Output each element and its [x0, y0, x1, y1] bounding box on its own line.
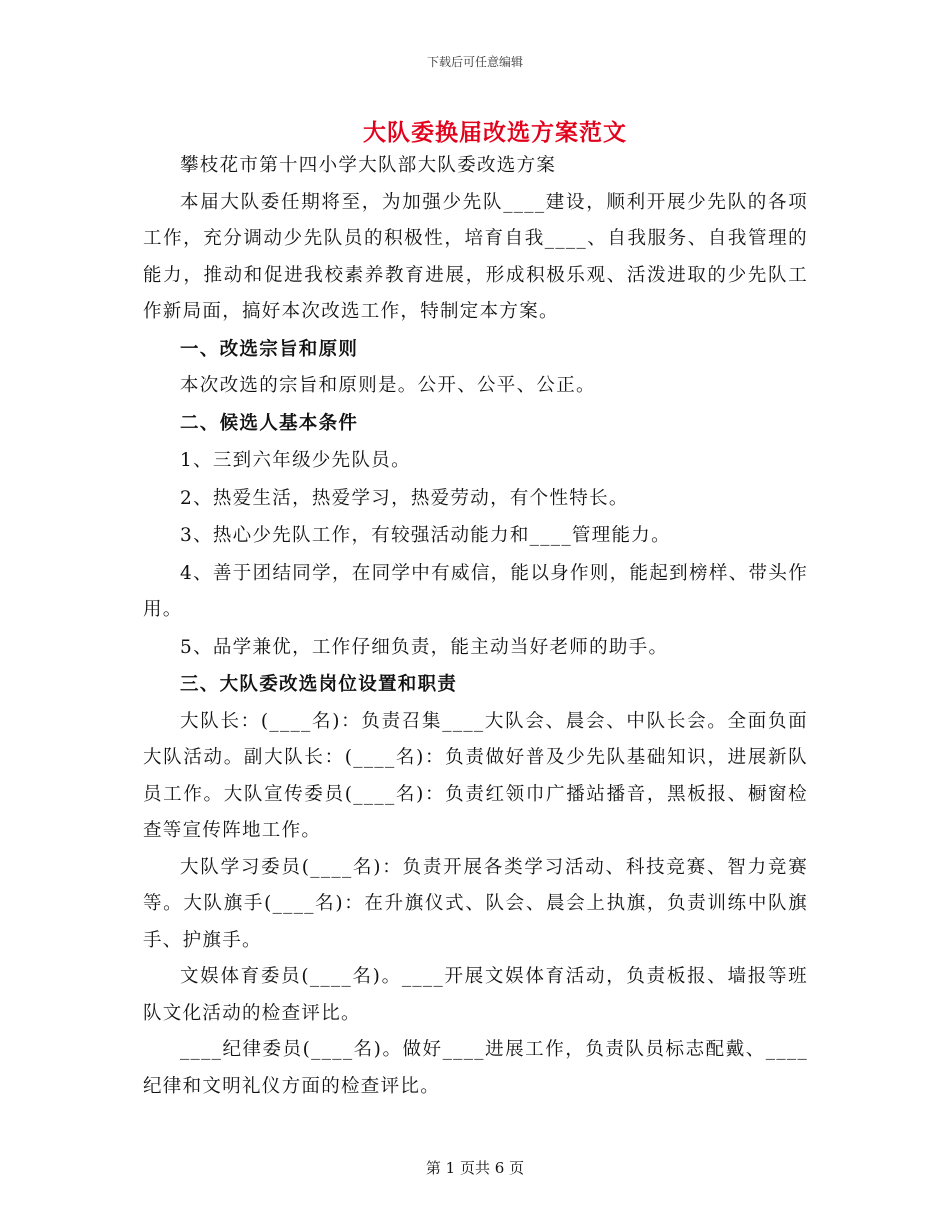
condition-item-5: 5、品学兼优，工作仔细负责，能主动当好老师的助手。 — [180, 636, 669, 658]
document-title: 大队委换届改选方案范文 — [363, 119, 627, 146]
header-note: 下载后可任意编辑 — [426, 55, 523, 69]
duty-paragraph-2: 大队学习委员(____名)：负责开展各类学习活动、科技竞赛、智力竞赛等。大队旗手(____名)：在升旗仪式、队会、晨会上执旗，负责训练中队旗手、护旗手。 — [143, 856, 808, 951]
condition-item-1: 1、三到六年级少先队员。 — [180, 450, 411, 471]
principle-paragraph: 本次改选的宗旨和原则是。公开、公平、公正。 — [180, 375, 596, 396]
page-footer: 第 1 页共 6 页 — [425, 1159, 525, 1177]
condition-item-4: 4、善于团结同学，在同学中有威信，能以身作则，能起到榜样、带头作用。 — [143, 562, 808, 620]
section-heading-1: 一、改选宗旨和原则 — [180, 338, 359, 360]
condition-item-2: 2、热爱生活，热爱学习，热爱劳动，有个性特长。 — [180, 487, 629, 509]
intro-paragraph: 本届大队委任期将至，为加强少先队____建设，顺利开展少先队的各项工作，充分调动少先队员的积极性，培育自我____、自我服务、自我管理的能力，推动和促进我校素养教育进展，形成积极乐观、活泼进取的少先队工作新局面，搞好本次改选工作，特制定本方案。 — [143, 191, 808, 322]
duty-paragraph-1: 大队长：(____名)：负责召集____大队会、晨会、中队长会。全面负面大队活动。副大队长：(____名)：负责做好普及少先队基础知识，进展新队员工作。大队宣传委员(____名)：负责红领巾广播站播音，黑板报、橱窗检查等宣传阵地工作。 — [143, 710, 808, 841]
document-body — [143, 148, 808, 1105]
section-heading-2: 二、候选人基本条件 — [180, 412, 359, 434]
condition-item-3: 3、热心少先队工作，有较强活动能力和____管理能力。 — [180, 525, 671, 546]
duty-paragraph-3: 文娱体育委员(____名)。____开展文娱体育活动，负责板报、墙报等班队文化活动的检查评比。 — [143, 966, 808, 1024]
duty-paragraph-4: ____纪律委员(____名)。做好____进展工作，负责队员标志配戴、____纪律和文明礼仪方面的检查评比。 — [143, 1039, 808, 1097]
subtitle-paragraph: 攀枝花市第十四小学大队部大队委改选方案 — [180, 155, 557, 176]
section-heading-3: 三、大队委改选岗位设置和职责 — [180, 674, 458, 695]
